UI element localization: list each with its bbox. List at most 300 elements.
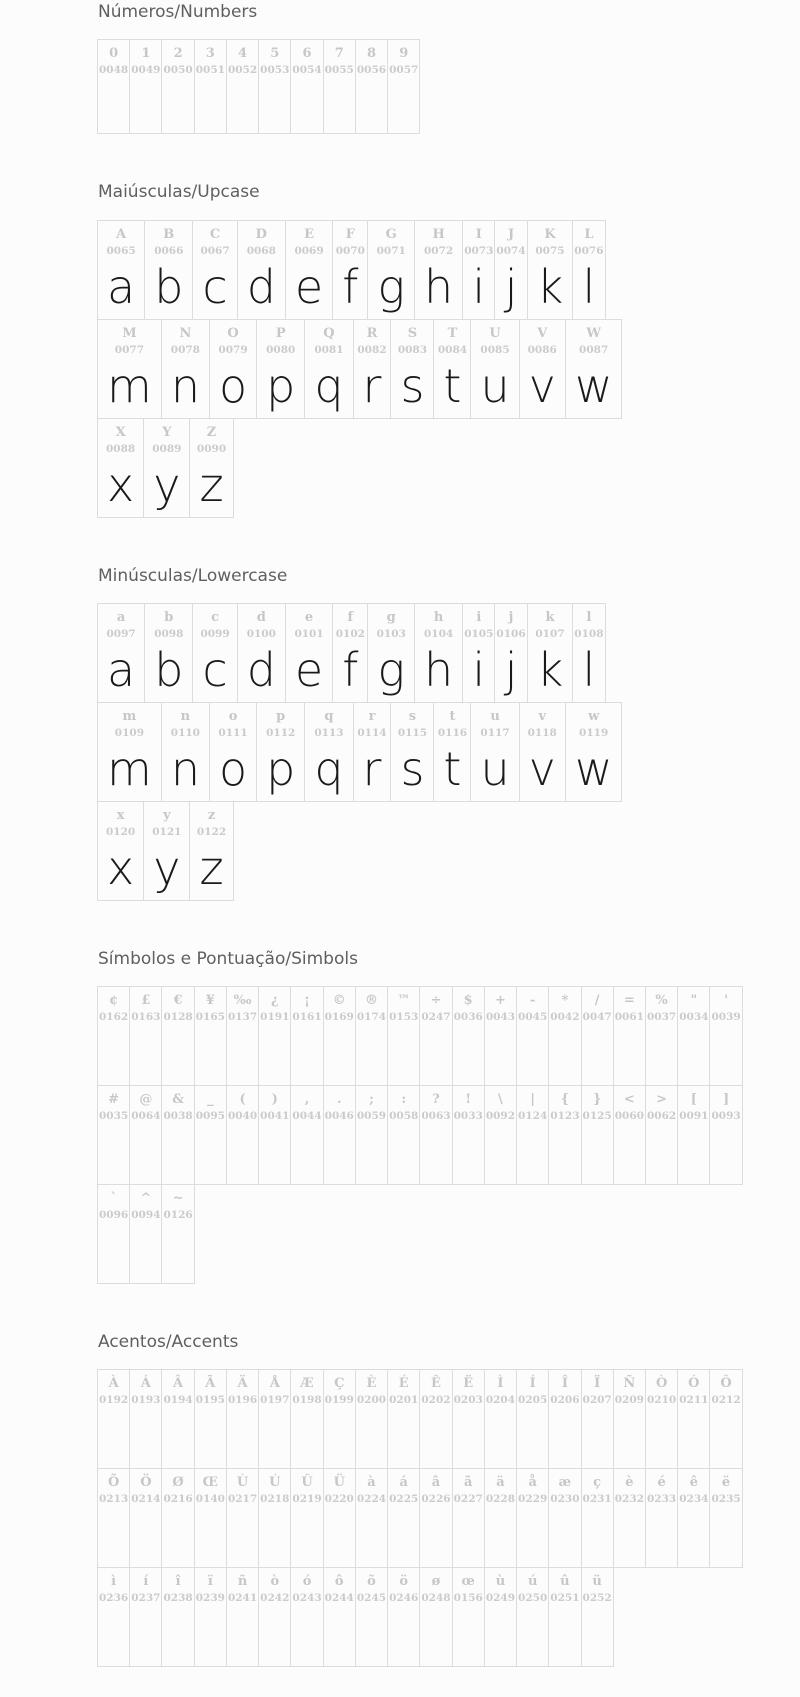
char-code: 0163	[131, 1011, 161, 1023]
glyph-cell	[387, 1085, 420, 1185]
char-label: B	[163, 226, 175, 242]
glyph-preview	[427, 1505, 445, 1568]
glyph-cell	[677, 1369, 710, 1469]
char-label: )	[271, 1092, 278, 1107]
glyph-preview	[427, 1023, 445, 1086]
char-label: È	[366, 1376, 377, 1392]
char-label: E	[304, 226, 315, 242]
glyph-cell	[323, 1085, 356, 1185]
glyph-cell	[304, 702, 353, 802]
char-code: 0040	[227, 1110, 258, 1122]
char-label: T	[447, 325, 458, 341]
char-label: w	[588, 708, 600, 724]
glyph-cell	[709, 986, 742, 1086]
glyph-preview	[588, 1023, 606, 1086]
char-label: A	[116, 226, 127, 242]
char-label: <	[623, 1092, 635, 1107]
char-label: À	[108, 1376, 119, 1392]
glyph-cell	[452, 1085, 485, 1185]
glyph-cell	[192, 220, 237, 320]
char-label: à	[367, 1475, 376, 1491]
char-label: 0	[109, 46, 119, 62]
glyph-cell	[323, 1468, 356, 1568]
char-label: Ê	[431, 1376, 441, 1392]
glyph-preview	[427, 1604, 445, 1667]
glyph-preview: w	[574, 358, 613, 413]
glyph-cell	[129, 1567, 162, 1667]
glyph-row	[97, 220, 780, 320]
char-code: 0214	[131, 1493, 161, 1506]
char-code: 0125	[582, 1110, 612, 1122]
glyph-cell	[332, 603, 368, 703]
char-code: 0086	[527, 343, 557, 356]
char-code: 0045	[518, 1011, 548, 1023]
glyph-preview	[395, 76, 413, 134]
glyph-preview	[685, 1505, 703, 1568]
char-label: 5	[270, 46, 280, 62]
glyph-preview	[556, 1604, 574, 1667]
char-code: 0092	[485, 1110, 516, 1122]
glyph-preview: p	[266, 741, 296, 796]
glyph-cell	[258, 39, 291, 134]
char-label: k	[545, 609, 555, 625]
char-code: 0201	[389, 1394, 419, 1407]
glyph-cell	[613, 1369, 646, 1469]
char-code: 0074	[496, 244, 526, 257]
char-label: ù	[495, 1574, 506, 1590]
glyph-row	[97, 702, 780, 802]
glyph-cell	[129, 1184, 162, 1284]
char-code: 0199	[324, 1394, 354, 1407]
glyph-section	[97, 949, 780, 1284]
glyph-cell	[355, 39, 388, 134]
char-label: %	[655, 993, 668, 1008]
glyph-preview: w	[574, 741, 613, 796]
char-code: 0233	[646, 1493, 677, 1506]
char-label: é	[657, 1475, 666, 1491]
char-code: 0071	[376, 244, 406, 257]
char-code: 0112	[266, 726, 296, 739]
char-label: .	[336, 1092, 342, 1107]
char-code: 0165	[195, 1011, 225, 1023]
char-label: =	[623, 993, 635, 1008]
char-label: _	[207, 1092, 214, 1107]
glyph-preview: a	[107, 642, 136, 697]
char-code: 0234	[679, 1493, 709, 1506]
glyph-preview	[653, 1406, 671, 1469]
glyph-cell	[355, 1468, 388, 1568]
char-code: 0212	[711, 1394, 741, 1407]
char-label: 8	[366, 46, 377, 62]
char-code: 0088	[106, 442, 136, 455]
char-label: Œ	[202, 1475, 218, 1491]
char-code: 0193	[131, 1394, 161, 1407]
char-code: 0096	[99, 1209, 129, 1221]
char-label: ì	[111, 1574, 117, 1590]
glyph-preview	[685, 1023, 703, 1086]
char-label: N	[179, 325, 192, 341]
char-label: [	[690, 1092, 697, 1107]
char-label: Í	[529, 1376, 536, 1392]
glyph-cell	[677, 986, 710, 1086]
glyph-preview	[298, 76, 316, 134]
char-code: 0103	[376, 627, 406, 640]
font-glyph-map-page	[0, 2, 800, 1697]
char-code: 0053	[260, 64, 290, 77]
glyph-cell	[470, 319, 519, 419]
glyph-map-content	[0, 2, 800, 1697]
char-label: ë	[721, 1475, 731, 1491]
glyph-cell	[581, 1468, 614, 1568]
char-code: 0239	[195, 1592, 225, 1605]
glyph-preview: k	[536, 259, 564, 314]
char-code: 0113	[314, 726, 344, 739]
glyph-cell	[565, 702, 623, 802]
char-code: 0128	[163, 1011, 193, 1023]
glyph-preview	[459, 1023, 477, 1086]
glyph-cell	[129, 1369, 162, 1469]
glyph-cell	[516, 1085, 549, 1185]
glyph-preview	[362, 1023, 380, 1086]
char-label: ™	[397, 993, 411, 1008]
glyph-preview: g	[377, 259, 406, 314]
char-label: d	[256, 609, 266, 625]
char-code: 0090	[196, 442, 227, 455]
glyph-preview	[169, 1023, 187, 1086]
glyph-preview	[330, 1505, 348, 1568]
char-label: -	[529, 993, 536, 1008]
char-code: 0047	[582, 1011, 612, 1023]
glyph-cell	[97, 319, 162, 419]
glyph-preview: i	[472, 259, 486, 314]
glyph-preview	[298, 1604, 316, 1667]
glyph-preview	[105, 76, 123, 134]
char-code: 0054	[292, 64, 322, 77]
char-code: 0118	[527, 726, 557, 739]
char-label: ^	[140, 1191, 152, 1206]
char-label: O	[227, 325, 239, 341]
char-code: 0251	[550, 1592, 580, 1605]
char-label: ï	[207, 1574, 213, 1590]
glyph-preview: m	[107, 741, 152, 796]
char-label: F	[345, 226, 355, 242]
glyph-rows	[97, 39, 780, 134]
glyph-cell	[433, 319, 471, 419]
glyph-preview	[137, 1023, 155, 1086]
glyph-cell	[494, 220, 527, 320]
glyph-cell	[484, 1085, 517, 1185]
char-code: 0236	[99, 1592, 129, 1605]
glyph-cell	[226, 1567, 259, 1667]
glyph-preview	[459, 1406, 477, 1469]
glyph-cell	[367, 220, 415, 320]
glyph-row	[97, 1369, 780, 1469]
char-code: 0115	[397, 726, 428, 739]
glyph-cell	[548, 1085, 581, 1185]
char-code: 0050	[163, 64, 193, 77]
glyph-preview	[556, 1505, 574, 1568]
glyph-cell	[470, 702, 519, 802]
glyph-preview	[362, 1505, 380, 1568]
char-code: 0231	[582, 1493, 612, 1506]
glyph-preview	[169, 1604, 187, 1667]
glyph-cell	[258, 1085, 291, 1185]
glyph-cell	[452, 1567, 485, 1667]
glyph-cell	[290, 1369, 323, 1469]
char-label: Ú	[269, 1475, 281, 1491]
glyph-preview	[362, 76, 380, 134]
glyph-cell	[484, 1468, 517, 1568]
char-code: 0042	[550, 1011, 580, 1023]
glyph-cell	[419, 1369, 452, 1469]
char-code: 0116	[437, 726, 468, 739]
glyph-preview	[427, 1406, 445, 1469]
glyph-cell	[189, 418, 233, 518]
glyph-preview	[653, 1122, 671, 1185]
char-label: v	[538, 708, 547, 724]
section-title: Números/Numbers	[98, 2, 258, 22]
glyph-cell	[581, 1369, 614, 1469]
glyph-cell	[516, 1567, 549, 1667]
glyph-preview	[266, 1122, 284, 1185]
glyph-cell	[332, 220, 368, 320]
char-code: 0091	[679, 1110, 709, 1122]
glyph-preview	[169, 76, 187, 134]
char-label: ó	[302, 1574, 312, 1590]
glyph-cell	[194, 1567, 227, 1667]
char-label: £	[141, 993, 151, 1008]
glyph-preview: o	[218, 741, 248, 796]
char-label: ¿	[270, 993, 279, 1008]
char-code: 0107	[535, 627, 565, 640]
glyph-preview	[556, 1023, 574, 1086]
char-code: 0058	[389, 1110, 419, 1122]
char-code: 0069	[294, 244, 324, 257]
char-label: \	[498, 1092, 503, 1107]
char-code: 0126	[163, 1209, 193, 1221]
glyph-cell	[414, 603, 463, 703]
glyph-cell	[462, 220, 495, 320]
glyph-cell	[527, 220, 574, 320]
char-code: 0075	[535, 244, 565, 257]
section-title: Acentos/Accents	[98, 1332, 239, 1352]
glyph-cell	[565, 319, 623, 419]
glyph-preview: d	[246, 642, 276, 697]
glyph-row	[97, 603, 780, 703]
glyph-preview: l	[582, 642, 596, 697]
glyph-cell	[161, 319, 210, 419]
glyph-cell	[387, 1369, 420, 1469]
char-code: 0203	[453, 1394, 483, 1407]
char-label: ô	[334, 1574, 344, 1590]
glyph-preview	[717, 1406, 735, 1469]
glyph-preview: x	[107, 457, 135, 512]
char-label: è	[625, 1475, 634, 1491]
glyph-preview	[201, 1505, 219, 1568]
glyph-cell	[548, 986, 581, 1086]
char-code: 0198	[292, 1394, 322, 1407]
char-code: 0051	[195, 64, 225, 77]
char-label: Ô	[720, 1376, 732, 1392]
char-label: m	[122, 708, 137, 724]
glyph-preview	[588, 1122, 606, 1185]
char-label: *	[561, 993, 569, 1008]
char-label: ?	[432, 1092, 440, 1107]
char-code: 0249	[485, 1592, 516, 1605]
glyph-preview	[653, 1023, 671, 1086]
char-code: 0052	[227, 64, 258, 77]
char-code: 0123	[550, 1110, 580, 1122]
glyph-cell	[390, 702, 434, 802]
glyph-preview	[201, 1023, 219, 1086]
glyph-cell	[161, 1468, 194, 1568]
char-label: æ	[558, 1475, 572, 1491]
glyph-preview	[137, 1221, 155, 1284]
char-code: 0192	[99, 1394, 129, 1407]
glyph-cell	[581, 1567, 614, 1667]
glyph-cell	[419, 1567, 452, 1667]
glyph-preview	[234, 1604, 252, 1667]
glyph-row	[97, 1184, 780, 1284]
char-label: Â	[173, 1376, 184, 1392]
char-label: Ø	[172, 1475, 184, 1491]
char-code: 0205	[518, 1394, 548, 1407]
glyph-cell	[433, 702, 471, 802]
glyph-cell	[390, 319, 434, 419]
glyph-cell	[285, 220, 333, 320]
glyph-preview	[266, 1505, 284, 1568]
char-label: U	[489, 325, 501, 341]
char-label: o	[228, 708, 238, 724]
char-code: 0114	[357, 726, 387, 739]
glyph-preview	[234, 1505, 252, 1568]
char-code: 0056	[356, 64, 387, 77]
char-label: +	[494, 993, 506, 1008]
glyph-preview	[717, 1505, 735, 1568]
glyph-preview: e	[294, 642, 324, 697]
char-label: }	[592, 1092, 602, 1107]
glyph-preview	[491, 1023, 509, 1086]
char-label: 9	[399, 46, 409, 62]
char-label: I	[475, 226, 482, 242]
char-label: 4	[238, 46, 248, 62]
glyph-preview	[588, 1505, 606, 1568]
glyph-cell	[527, 603, 574, 703]
glyph-cell	[161, 1369, 194, 1469]
glyph-cell	[709, 1085, 742, 1185]
glyph-cell	[189, 801, 233, 901]
glyph-cell	[462, 603, 495, 703]
glyph-preview	[234, 1406, 252, 1469]
glyph-section	[97, 2, 780, 134]
glyph-preview	[330, 1122, 348, 1185]
char-code: 0209	[614, 1394, 644, 1407]
char-code: 0046	[324, 1110, 354, 1122]
char-code: 0105	[464, 627, 494, 640]
char-label: >	[656, 1092, 668, 1107]
char-code: 0108	[574, 627, 604, 640]
char-code: 0085	[480, 343, 510, 356]
glyph-cell	[97, 1369, 130, 1469]
glyph-cell	[226, 39, 259, 134]
char-label: Ü	[333, 1475, 345, 1491]
glyph-cell	[129, 1085, 162, 1185]
char-code: 0140	[195, 1493, 225, 1506]
glyph-preview: v	[528, 741, 556, 796]
char-code: 0043	[485, 1011, 516, 1023]
glyph-cell	[645, 1369, 678, 1469]
glyph-cell	[290, 1468, 323, 1568]
glyph-cell	[161, 1567, 194, 1667]
char-label: Õ	[107, 1475, 120, 1491]
char-label: q	[324, 708, 334, 724]
char-label: p	[276, 708, 286, 724]
char-code: 0068	[246, 244, 276, 257]
char-code: 0057	[389, 64, 419, 77]
glyph-preview	[105, 1406, 123, 1469]
glyph-preview	[105, 1221, 123, 1284]
char-label: î	[175, 1574, 181, 1590]
glyph-cell	[709, 1468, 742, 1568]
char-code: 0224	[356, 1493, 387, 1506]
section-title: Maiúsculas/Upcase	[98, 182, 260, 203]
char-code: 0213	[99, 1493, 129, 1506]
glyph-cell	[419, 986, 452, 1086]
glyph-cell	[226, 1468, 259, 1568]
char-code: 0039	[711, 1011, 741, 1023]
glyph-cell	[194, 39, 227, 134]
char-label: :	[401, 1092, 407, 1107]
glyph-cell	[161, 702, 210, 802]
glyph-cell	[194, 1085, 227, 1185]
char-code: 0194	[163, 1394, 193, 1407]
char-code: 0100	[246, 627, 276, 640]
char-code: 0245	[356, 1592, 387, 1605]
char-code: 0210	[646, 1394, 677, 1407]
char-code: 0225	[389, 1493, 419, 1506]
char-code: 0241	[227, 1592, 258, 1605]
glyph-cell	[323, 1567, 356, 1667]
glyph-preview: i	[472, 642, 486, 697]
glyph-cell	[645, 1085, 678, 1185]
char-label: ¥	[205, 993, 215, 1008]
char-label: ~	[172, 1191, 184, 1206]
glyph-preview	[266, 1604, 284, 1667]
glyph-rows	[97, 986, 780, 1284]
char-label: l	[586, 609, 592, 625]
char-label: ¢	[109, 993, 119, 1008]
glyph-row	[97, 39, 780, 134]
glyph-preview	[169, 1505, 187, 1568]
glyph-preview: t	[443, 741, 462, 796]
glyph-cell	[304, 319, 353, 419]
char-label: x	[116, 807, 125, 823]
char-label: ä	[496, 1475, 505, 1491]
glyph-cell	[677, 1085, 710, 1185]
char-label: í	[143, 1574, 149, 1590]
glyph-cell	[237, 603, 286, 703]
glyph-cell	[144, 220, 193, 320]
char-label: /	[594, 993, 600, 1008]
char-code: 0243	[292, 1592, 322, 1605]
glyph-cell	[194, 986, 227, 1086]
glyph-cell	[367, 603, 415, 703]
glyph-preview	[620, 1406, 638, 1469]
glyph-preview: e	[294, 259, 324, 314]
glyph-cell	[143, 801, 190, 901]
char-code: 0121	[152, 825, 182, 838]
char-code: 0102	[335, 627, 365, 640]
